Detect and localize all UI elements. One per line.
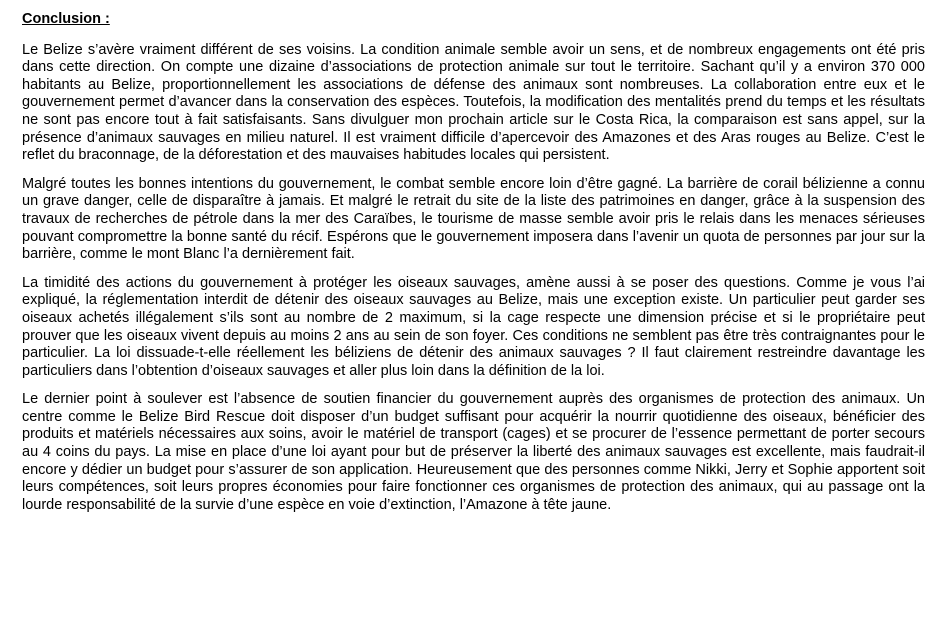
paragraph-3: La timidité des actions du gouvernement à protéger les oiseaux sauvages, amène aussi à se poser des questions. Comme je vous l’ai expliqué, la réglementation interdit de détenir des oiseaux sauvages au Belize, mais une exception existe. Un particulier peut garder ses oiseaux achetés illégalement s’ils sont au nombre de 2 maximum, si la cage respecte une dimension précise et si le propriétaire peut prouver que les oiseaux vivent depuis au moins 2 ans au sein de son foyer. Ces conditions ne semblent pas être très contraignantes pour le particulier. La loi dissuade-t-elle réellement les béliziens de détenir des animaux sauvages ? Il faut clairement restreindre davantage les particuliers dans l’obtention d’oiseaux sauvages et aller plus loin dans la définition de la loi.: [22, 274, 925, 379]
section-heading: Conclusion :: [22, 11, 110, 27]
paragraph-4: Le dernier point à soulever est l’absence de soutien financier du gouvernement auprès des organismes de protection des animaux. Un centre comme le Belize Bird Rescue doit disposer d’un budget suffisant pour acquérir la nourrir quotidienne des oiseaux, bénéficier des produits et matériels nécessaires aux soins, avoir le matériel de transport (cages) et se procurer de l’essence permettant de porter secours au 4 coins du pays. La mise en place d’une loi ayant pour but de préserver la liberté des animaux sauvages est excellente, mais faudrait-il encore y dédier un budget pour s’assurer de son application. Heureusement que des personnes comme Nikki, Jerry et Sophie apportent soit leurs compétences, soit leurs propres économies pour faire fonctionner ces organismes de protection des animaux, qui au passage ont la lourde responsabilité de la survie d’une espèce en voie d’extinction, l’Amazone à tête jaune.: [22, 391, 925, 513]
paragraph-1: Le Belize s’avère vraiment différent de ses voisins. La condition animale semble avoir un sens, et de nombreux engagements ont été pris dans cette direction. On compte une dizaine d’associations de protection animale sur tout le territoire. Sachant qu’il y a environ 370 000 habitants au Belize, proportionnellement les associations de défense des animaux sont nombreuses. La collaboration entre eux et le gouvernement permet d’avancer dans la conservation des espèces. Toutefois, la modification des mentalités prend du temps et les résultats ne sont pas encore tout à fait satisfaisants. Sans divulguer mon prochain article sur le Costa Rica, la comparaison est sans appel, sur la présence d’animaux sauvages en milieu naturel. Il est vraiment difficile d’apercevoir des Amazones et des Aras rouges au Belize. C’est le reflet du braconnage, de la déforestation et des mauvaises habitudes locales qui persistent.: [22, 41, 925, 164]
paragraph-2: Malgré toutes les bonnes intentions du gouvernement, le combat semble encore loin d’être gagné. La barrière de corail bélizienne a connu un grave danger, celle de disparaître à jamais. Et malgré le retrait du site de la liste des patrimoines en danger, grâce à la suspension des travaux de recherches de pétrole dans la mer des Caraïbes, le tourisme de masse semble avoir pris le relais dans les menaces sérieuses pouvant compromettre la bonne santé du récif. Espérons que le gouvernement imposera dans l’avenir un quota de personnes par jour sur la barrière, comme le mont Blanc l’a dernièrement fait.: [22, 175, 925, 263]
